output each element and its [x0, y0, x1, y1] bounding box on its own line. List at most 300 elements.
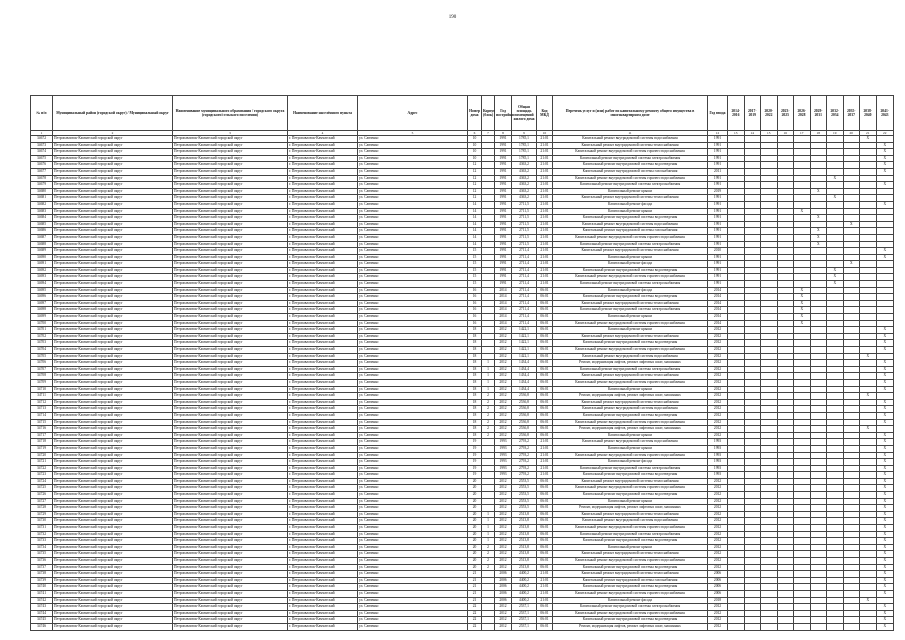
- period-cell: [761, 558, 778, 565]
- table-row: [31, 511, 894, 518]
- period-cell: X: [876, 511, 894, 518]
- column-number: 5: [358, 131, 468, 136]
- work-type-cell: Капитальный ремонт крыши: [553, 445, 708, 452]
- table-row: [31, 525, 894, 532]
- build-year-cell: 2012: [495, 525, 512, 532]
- district-cell: Петропавловск-Камчатский городской округ: [53, 623, 173, 630]
- municipality-cell: Петропавловск-Камчатский городской округ: [173, 551, 288, 558]
- page-number: 190: [448, 15, 457, 20]
- work-type-cell: Капитальный ремонт внутридомовой системы горячего водоснабжения: [553, 590, 708, 597]
- build-year-cell: 2012: [495, 505, 512, 512]
- district-cell: Петропавловск-Камчатский городской округ: [53, 294, 173, 301]
- commission-year-cell: 2012: [708, 353, 728, 360]
- table-row: [31, 241, 894, 248]
- commission-year-cell: 2012: [708, 379, 728, 386]
- house-number-cell: 19: [468, 459, 482, 466]
- district-cell: Петропавловск-Камчатский городской округ: [53, 373, 173, 380]
- district-cell: Петропавловск-Камчатский городской округ: [53, 531, 173, 538]
- period-cell: [810, 314, 827, 321]
- period-cell: [761, 584, 778, 591]
- municipality-cell: Петропавловск-Камчатский городской округ: [173, 136, 288, 143]
- address-cell: ул. Савченко: [358, 347, 468, 354]
- locality-cell: г. Петропавловск-Камчатский: [288, 228, 358, 235]
- period-cell: [728, 281, 745, 288]
- build-year-cell: 2012: [495, 412, 512, 419]
- building-cell: 1: [482, 360, 495, 367]
- column-header: Номер дома: [468, 96, 482, 131]
- build-year-cell: 2012: [495, 379, 512, 386]
- work-type-cell: Капитальный ремонт крыши: [553, 432, 708, 439]
- period-cell: [876, 208, 894, 215]
- area-cell: 4400,2: [512, 577, 537, 584]
- row-number: 34712: [31, 399, 53, 406]
- building-cell: 1: [482, 538, 495, 545]
- period-cell: [744, 188, 761, 195]
- period-cell: [860, 155, 877, 162]
- period-cell: [876, 426, 894, 433]
- period-cell: [777, 307, 794, 314]
- row-number: 34728: [31, 505, 53, 512]
- work-type-cell: Капитальный ремонт внутридомовой системы горячего водоснабжения: [553, 525, 708, 532]
- period-cell: [777, 511, 794, 518]
- municipality-cell: Петропавловск-Камчатский городской округ: [173, 333, 288, 340]
- row-number: 34735: [31, 551, 53, 558]
- period-cell: [728, 511, 745, 518]
- building-cell: [482, 492, 495, 499]
- district-cell: Петропавловск-Камчатский городской округ: [53, 419, 173, 426]
- period-cell: [810, 162, 827, 169]
- period-cell: [794, 215, 811, 222]
- mkd-code-cell: 06:01: [537, 604, 553, 611]
- locality-cell: г. Петропавловск-Камчатский: [288, 340, 358, 347]
- municipality-cell: Петропавловск-Камчатский городской округ: [173, 379, 288, 386]
- period-cell: [810, 142, 827, 149]
- period-cell: [761, 590, 778, 597]
- build-year-cell: 1991: [495, 149, 512, 156]
- district-cell: Петропавловск-Камчатский городской округ: [53, 162, 173, 169]
- commission-year-cell: 1991: [708, 215, 728, 222]
- period-cell: [794, 340, 811, 347]
- period-cell: [794, 248, 811, 255]
- mkd-code-cell: 21:01: [537, 221, 553, 228]
- period-cell: [843, 617, 860, 624]
- period-cell: [794, 241, 811, 248]
- period-cell: [860, 267, 877, 274]
- period-cell: [761, 208, 778, 215]
- house-number-cell: 12: [468, 168, 482, 175]
- period-cell: [860, 168, 877, 175]
- building-cell: [482, 604, 495, 611]
- house-number-cell: 18: [468, 333, 482, 340]
- district-cell: Петропавловск-Камчатский городской округ: [53, 393, 173, 400]
- period-cell: X: [876, 168, 894, 175]
- commission-year-cell: 1991: [708, 149, 728, 156]
- build-year-cell: 2012: [495, 551, 512, 558]
- commission-year-cell: 1991: [708, 274, 728, 281]
- period-cell: [728, 551, 745, 558]
- commission-year-cell: 2012: [708, 478, 728, 485]
- house-number-cell: 18: [468, 347, 482, 354]
- building-cell: [482, 241, 495, 248]
- district-cell: Петропавловск-Камчатский городской округ: [53, 234, 173, 241]
- address-cell: ул. Савченко: [358, 136, 468, 143]
- row-number: 34677: [31, 168, 53, 175]
- table-row: [31, 518, 894, 525]
- period-cell: [860, 564, 877, 571]
- municipality-cell: Петропавловск-Камчатский городской округ: [173, 234, 288, 241]
- area-cell: 2513,8: [512, 525, 537, 532]
- period-cell: [794, 281, 811, 288]
- commission-year-cell: 2012: [708, 373, 728, 380]
- period-cell: [827, 393, 844, 400]
- work-type-cell: Капитальный ремонт внутридомовой системы водоснабжения: [553, 136, 708, 143]
- period-cell: [827, 617, 844, 624]
- building-cell: 2: [482, 432, 495, 439]
- commission-year-cell: 1991: [708, 195, 728, 202]
- period-cell: [843, 399, 860, 406]
- period-cell: [794, 228, 811, 235]
- period-cell: X: [876, 406, 894, 413]
- period-cell: [728, 544, 745, 551]
- period-cell: [827, 215, 844, 222]
- period-cell: X: [860, 393, 877, 400]
- district-cell: Петропавловск-Камчатский городской округ: [53, 459, 173, 466]
- building-cell: 2: [482, 426, 495, 433]
- period-cell: [827, 538, 844, 545]
- area-cell: 2711,4: [512, 254, 537, 261]
- period-cell: [744, 201, 761, 208]
- mkd-code-cell: 06:01: [537, 327, 553, 334]
- mkd-code-cell: 21:01: [537, 267, 553, 274]
- period-cell: [761, 445, 778, 452]
- build-year-cell: 1991: [495, 201, 512, 208]
- mkd-code-cell: 21:01: [537, 465, 553, 472]
- period-cell: [810, 294, 827, 301]
- period-cell: [728, 353, 745, 360]
- period-cell: X: [876, 617, 894, 624]
- row-number: 34698: [31, 307, 53, 314]
- table-row: [31, 347, 894, 354]
- period-cell: [777, 597, 794, 604]
- district-cell: Петропавловск-Камчатский городской округ: [53, 254, 173, 261]
- period-cell: X: [876, 366, 894, 373]
- municipality-cell: Петропавловск-Камчатский городской округ: [173, 472, 288, 479]
- building-cell: [482, 584, 495, 591]
- house-number-cell: 12: [468, 175, 482, 182]
- period-cell: [777, 136, 794, 143]
- period-cell: [777, 432, 794, 439]
- period-cell: X: [876, 498, 894, 505]
- building-cell: [482, 340, 495, 347]
- building-cell: 2: [482, 393, 495, 400]
- period-cell: [744, 386, 761, 393]
- build-year-cell: 2012: [495, 558, 512, 565]
- address-cell: ул. Савченко: [358, 511, 468, 518]
- house-number-cell: 14: [468, 208, 482, 215]
- area-cell: 2513,8: [512, 551, 537, 558]
- period-cell: [876, 221, 894, 228]
- area-cell: 4363,2: [512, 188, 537, 195]
- period-cell: [810, 320, 827, 327]
- house-number-cell: 10: [468, 155, 482, 162]
- period-cell: [827, 307, 844, 314]
- house-number-cell: 18: [468, 393, 482, 400]
- period-cell: X: [876, 399, 894, 406]
- period-cell: [810, 360, 827, 367]
- period-cell: [876, 597, 894, 604]
- table-row: [31, 254, 894, 261]
- period-cell: [860, 432, 877, 439]
- period-cell: [744, 426, 761, 433]
- period-cell: [843, 525, 860, 532]
- building-cell: [482, 445, 495, 452]
- row-number: 34697: [31, 300, 53, 307]
- commission-year-cell: 2010: [708, 248, 728, 255]
- period-cell: X: [810, 228, 827, 235]
- area-cell: 2513,8: [512, 538, 537, 545]
- address-cell: ул. Савченко: [358, 300, 468, 307]
- period-cell: [827, 399, 844, 406]
- period-cell: [728, 248, 745, 255]
- address-cell: ул. Савченко: [358, 393, 468, 400]
- period-cell: [843, 393, 860, 400]
- column-header: Код МКД: [537, 96, 553, 131]
- work-type-cell: Капитальный ремонт фасада: [553, 459, 708, 466]
- municipality-cell: Петропавловск-Камчатский городской округ: [173, 353, 288, 360]
- table-row: [31, 353, 894, 360]
- period-cell: [761, 347, 778, 354]
- municipality-cell: Петропавловск-Камчатский городской округ: [173, 525, 288, 532]
- building-cell: [482, 182, 495, 189]
- work-type-cell: Капитальный ремонт внутридомовой системы теплоснабжения: [553, 399, 708, 406]
- period-cell: [777, 267, 794, 274]
- period-cell: [843, 623, 860, 630]
- period-cell: [744, 518, 761, 525]
- period-cell: [744, 439, 761, 446]
- work-type-cell: Капитальный ремонт внутридомовой системы электроснабжения: [553, 465, 708, 472]
- period-cell: [777, 584, 794, 591]
- period-cell: [860, 518, 877, 525]
- commission-year-cell: 2006: [708, 577, 728, 584]
- period-cell: [761, 393, 778, 400]
- locality-cell: г. Петропавловск-Камчатский: [288, 373, 358, 380]
- district-cell: Петропавловск-Камчатский городской округ: [53, 511, 173, 518]
- period-cell: X: [876, 525, 894, 532]
- period-cell: [794, 472, 811, 479]
- address-cell: ул. Савченко: [358, 340, 468, 347]
- build-year-cell: 2012: [495, 518, 512, 525]
- mkd-code-cell: 21:01: [537, 571, 553, 578]
- period-cell: X: [876, 386, 894, 393]
- period-cell: [761, 300, 778, 307]
- building-cell: [482, 155, 495, 162]
- address-cell: ул. Савченко: [358, 320, 468, 327]
- row-number: 34695: [31, 287, 53, 294]
- period-cell: [810, 201, 827, 208]
- row-number: 34702: [31, 333, 53, 340]
- work-type-cell: Капитальный ремонт внутридомовой системы горячего водоснабжения: [553, 558, 708, 565]
- locality-cell: г. Петропавловск-Камчатский: [288, 472, 358, 479]
- row-number: 34729: [31, 511, 53, 518]
- row-number: 34715: [31, 419, 53, 426]
- period-cell: [777, 412, 794, 419]
- period-cell: [876, 195, 894, 202]
- work-type-cell: Капитальный ремонт внутридомовой системы горячего водоснабжения: [553, 485, 708, 492]
- period-cell: [810, 379, 827, 386]
- table-row: [31, 432, 894, 439]
- work-type-cell: Капитальный ремонт внутридомовой системы водоснабжения: [553, 353, 708, 360]
- address-cell: ул. Савченко: [358, 465, 468, 472]
- table-row: [31, 544, 894, 551]
- municipality-cell: Петропавловск-Камчатский городской округ: [173, 274, 288, 281]
- period-cell: [744, 492, 761, 499]
- address-cell: ул. Савченко: [358, 577, 468, 584]
- build-year-cell: 1991: [495, 221, 512, 228]
- area-cell: 2513,8: [512, 558, 537, 565]
- municipality-cell: Петропавловск-Камчатский городской округ: [173, 597, 288, 604]
- period-cell: [843, 182, 860, 189]
- period-cell: [728, 379, 745, 386]
- period-cell: [794, 511, 811, 518]
- period-cell: [728, 538, 745, 545]
- period-cell: [843, 505, 860, 512]
- period-cell: [744, 604, 761, 611]
- locality-cell: г. Петропавловск-Камчатский: [288, 399, 358, 406]
- period-cell: [777, 261, 794, 268]
- period-cell: [810, 478, 827, 485]
- period-cell: [827, 412, 844, 419]
- period-cell: [794, 155, 811, 162]
- address-cell: ул. Савченко: [358, 584, 468, 591]
- table-row: [31, 406, 894, 413]
- work-type-cell: Капитальный ремонт фасада: [553, 287, 708, 294]
- commission-year-cell: 2012: [708, 518, 728, 525]
- commission-year-cell: 2012: [708, 525, 728, 532]
- table-row: [31, 597, 894, 604]
- building-cell: [482, 234, 495, 241]
- district-cell: Петропавловск-Камчатский городской округ: [53, 406, 173, 413]
- period-cell: [777, 294, 794, 301]
- build-year-cell: 1991: [495, 248, 512, 255]
- column-header: 2014-2016: [728, 96, 745, 131]
- build-year-cell: 2012: [495, 353, 512, 360]
- period-cell: [794, 571, 811, 578]
- mkd-code-cell: 21:01: [537, 261, 553, 268]
- municipality-cell: Петропавловск-Камчатский городской округ: [173, 558, 288, 565]
- area-cell: 2793,2: [512, 459, 537, 466]
- row-number: 34684: [31, 215, 53, 222]
- locality-cell: г. Петропавловск-Камчатский: [288, 531, 358, 538]
- commission-year-cell: 2006: [708, 571, 728, 578]
- row-number: 34700: [31, 320, 53, 327]
- period-cell: X: [876, 485, 894, 492]
- period-cell: [728, 155, 745, 162]
- period-cell: [744, 511, 761, 518]
- period-cell: [728, 485, 745, 492]
- municipality-cell: Петропавловск-Камчатский городской округ: [173, 544, 288, 551]
- work-type-cell: Капитальный ремонт внутридомовой системы водоотведения: [553, 564, 708, 571]
- house-number-cell: 15: [468, 281, 482, 288]
- period-cell: [860, 215, 877, 222]
- row-number: 34676: [31, 162, 53, 169]
- period-cell: [777, 399, 794, 406]
- house-number-cell: 14: [468, 215, 482, 222]
- house-number-cell: 14: [468, 228, 482, 235]
- area-cell: 2711,5: [512, 241, 537, 248]
- district-cell: Петропавловск-Камчатский городской округ: [53, 261, 173, 268]
- period-cell: [794, 366, 811, 373]
- work-type-cell: Капитальный ремонт внутридомовой системы теплоснабжения: [553, 373, 708, 380]
- table-row: [31, 393, 894, 400]
- period-cell: [860, 478, 877, 485]
- row-number: 34732: [31, 531, 53, 538]
- work-type-cell: Капитальный ремонт внутридомовой системы газоснабжения: [553, 168, 708, 175]
- address-cell: ул. Савченко: [358, 492, 468, 499]
- period-cell: [827, 149, 844, 156]
- period-cell: [728, 373, 745, 380]
- address-cell: ул. Савченко: [358, 241, 468, 248]
- column-header: Год ввода: [708, 96, 728, 131]
- row-number: 34714: [31, 412, 53, 419]
- period-cell: [843, 327, 860, 334]
- period-cell: [827, 248, 844, 255]
- municipality-cell: Петропавловск-Камчатский городской округ: [173, 445, 288, 452]
- district-cell: Петропавловск-Камчатский городской округ: [53, 241, 173, 248]
- house-number-cell: 22: [468, 617, 482, 624]
- commission-year-cell: 2012: [708, 333, 728, 340]
- period-cell: [810, 366, 827, 373]
- commission-year-cell: 2012: [708, 558, 728, 565]
- period-cell: [827, 419, 844, 426]
- municipality-cell: Петропавловск-Камчатский городской округ: [173, 208, 288, 215]
- period-cell: [728, 201, 745, 208]
- area-cell: 2711,4: [512, 320, 537, 327]
- mkd-code-cell: 06:01: [537, 287, 553, 294]
- district-cell: Петропавловск-Камчатский городской округ: [53, 347, 173, 354]
- municipality-cell: Петропавловск-Камчатский городской округ: [173, 492, 288, 499]
- locality-cell: г. Петропавловск-Камчатский: [288, 353, 358, 360]
- locality-cell: г. Петропавловск-Камчатский: [288, 142, 358, 149]
- period-cell: [876, 241, 894, 248]
- area-cell: 2536,8: [512, 406, 537, 413]
- mkd-code-cell: 06:01: [537, 393, 553, 400]
- period-cell: [827, 426, 844, 433]
- period-cell: [794, 498, 811, 505]
- mkd-code-cell: 06:01: [537, 478, 553, 485]
- area-cell: 1785,1: [512, 155, 537, 162]
- period-cell: [777, 241, 794, 248]
- work-type-cell: Капитальный ремонт фасада: [553, 261, 708, 268]
- municipality-cell: Петропавловск-Камчатский городской округ: [173, 347, 288, 354]
- period-cell: [827, 623, 844, 630]
- commission-year-cell: 1991: [708, 228, 728, 235]
- house-number-cell: 18: [468, 386, 482, 393]
- row-number: 34693: [31, 274, 53, 281]
- period-cell: [810, 208, 827, 215]
- period-cell: [777, 571, 794, 578]
- municipality-cell: Петропавловск-Камчатский городской округ: [173, 307, 288, 314]
- district-cell: Петропавловск-Камчатский городской округ: [53, 274, 173, 281]
- municipality-cell: Петропавловск-Камчатский городской округ: [173, 564, 288, 571]
- period-cell: [728, 478, 745, 485]
- locality-cell: г. Петропавловск-Камчатский: [288, 300, 358, 307]
- build-year-cell: 2012: [495, 327, 512, 334]
- period-cell: X: [876, 505, 894, 512]
- period-cell: [860, 248, 877, 255]
- period-cell: [860, 347, 877, 354]
- mkd-code-cell: 06:01: [537, 432, 553, 439]
- municipality-cell: Петропавловск-Камчатский городской округ: [173, 182, 288, 189]
